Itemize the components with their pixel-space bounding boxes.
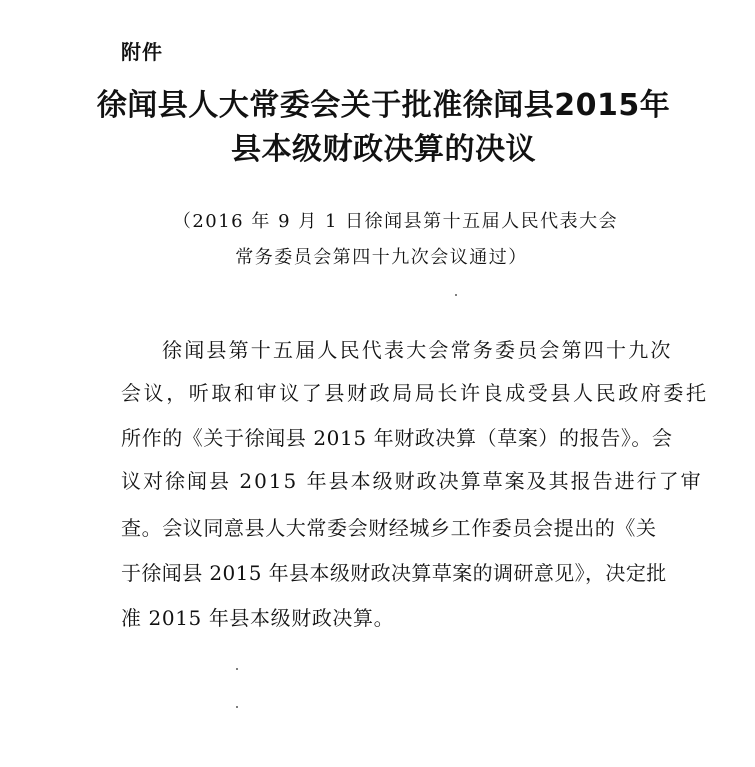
document-title-line-1: 徐闻县人大常委会关于批准徐闻县2015年 (96, 88, 671, 123)
attachment-label: 附件 (121, 40, 163, 64)
body-paragraph-line-7: 准 2015 年县本级财政决算。 (121, 606, 395, 630)
scan-speck (236, 706, 238, 708)
body-paragraph-line-1: 徐闻县第十五届人民代表大会常务委员会第四十九次 (162, 338, 673, 362)
scan-speck (455, 294, 457, 296)
subtitle-line-2: 常务委员会第四十九次会议通过） (235, 247, 528, 268)
document-title-line-2: 县本级财政决算的决议 (231, 132, 536, 167)
body-paragraph-line-4: 议对徐闻县 2015 年县本级财政决算草案及其报告进行了审 (121, 469, 703, 493)
body-paragraph-line-2: 会议，听取和审议了县财政局局长许良成受县人民政府委托 (121, 381, 709, 405)
scan-speck (236, 668, 238, 670)
body-paragraph-line-5: 查。会议同意县人大常委会财经城乡工作委员会提出的《关 (121, 516, 657, 540)
body-paragraph-line-3: 所作的《关于徐闻县 2015 年财政决算（草案）的报告》。会 (121, 426, 673, 450)
subtitle-line-1: （2016 年 9 月 1 日徐闻县第十五届人民代表大会 (172, 211, 619, 232)
body-paragraph-line-6: 于徐闻县 2015 年县本级财政决算草案的调研意见》，决定批 (121, 561, 667, 585)
